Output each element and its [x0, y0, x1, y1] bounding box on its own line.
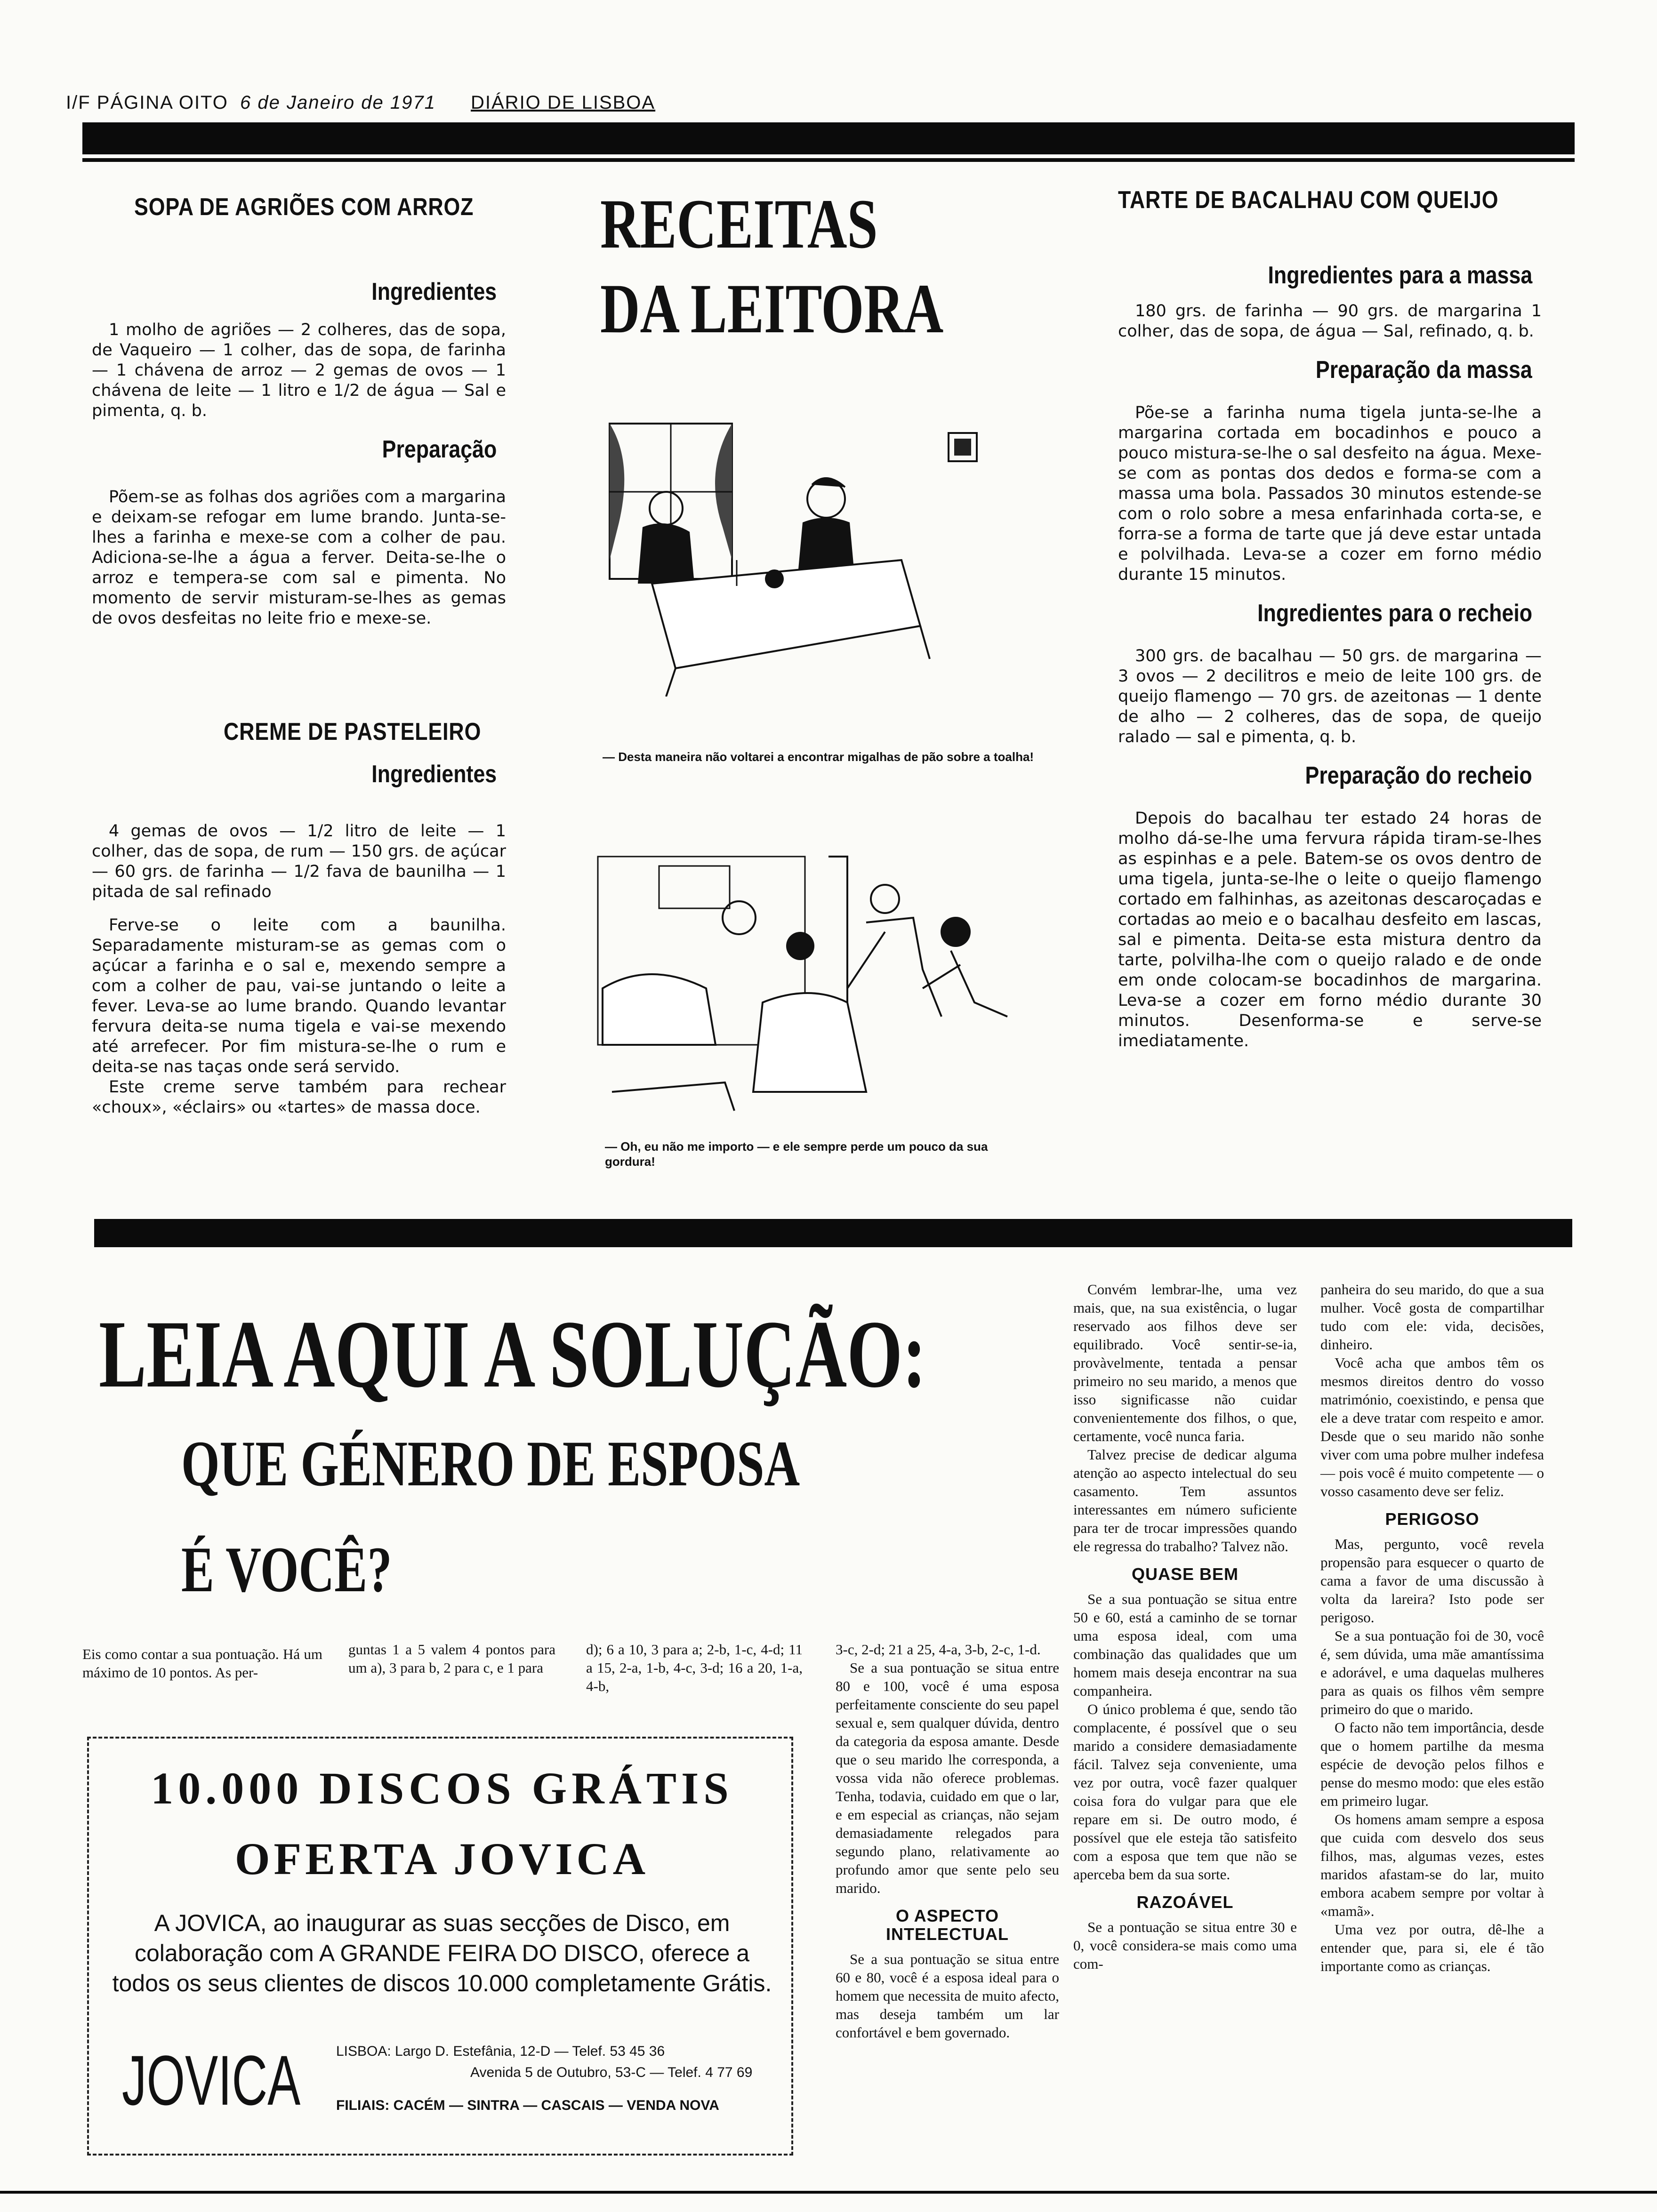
ingredients-heading: Ingredientes para a massa: [1268, 262, 1532, 289]
ad-address: Avenida 5 de Outubro, 53-C — Telef. 4 77 69: [470, 2065, 753, 2080]
filling-preparation-text: Depois do bacalhau ter estado 24 horas de molho dá-se-lhe uma fervura rápida tiram-se-lhes as espinhas e a pele. Batem-se os ovos dentro de uma tigela, junta-se-lhe o leite o queijo flamengo cortado em falhinhas, as azeitonas descaroçadas e cortadas ao meio e o bacalhau desfeito em lascas, sal e pimenta. Deita-se esta mistura dentro da tarte, polvilha-lhe com o queijo ralado e de onde em onde colocam-se bocadinhos de margarina. Leva-se a cozer em forno médio durante 30 minutos. Desenforma-se e serve-se imediatamente.: [1118, 809, 1542, 1050]
section-heading: QUASE BEM: [1131, 1564, 1239, 1584]
section-heading: O ASPECTO INTELECTUAL: [886, 1906, 1009, 1944]
recipe-tarte: [1118, 186, 1542, 1051]
header-bar-thin: [82, 158, 1575, 162]
cartoon-living-room: [584, 847, 1017, 1130]
recipe-sopa: [92, 193, 506, 629]
filling-ingredients-heading: Ingredientes para o recheio: [1257, 600, 1532, 627]
scoring-intro: Eis como contar a sua pontuação. Há um máximo de 10 pontos. As per-: [82, 1646, 322, 1681]
article-subheadline: QUE GÉNERO DE ESPOSA: [181, 1427, 800, 1499]
ad-branches: FILIAIS: CACÉM — SINTRA — CASCAIS — VENDA NOVA: [336, 2098, 719, 2113]
page-label: I/F PÁGINA OITO: [66, 92, 228, 113]
recipe-title: CREME DE PASTELEIRO: [224, 718, 482, 745]
article-subheadline: É VOCÊ?: [181, 1533, 392, 1605]
issue-date: 6 de Janeiro de 1971: [240, 92, 436, 113]
ingredients-heading: Ingredientes: [371, 278, 497, 305]
ad-brand: JOVICA: [122, 2041, 301, 2120]
bottom-rule: [0, 2191, 1657, 2194]
ingredients-text: 4 gemas de ovos — 1/2 litro de leite — 1 colher, das de sopa, de rum — 150 grs. de açúcar — 60 grs. de farinha — 1/2 fava de baunilha — 1 pitada de sal refinado: [92, 822, 506, 901]
ad-body: A JOVICA, ao inaugurar as suas secções de Disco, em colaboração com A GRANDE FEIRA DO DISCO, oferece a todos os seus clientes de discos 10.000 completamente Grátis.: [112, 1910, 772, 1996]
recipe-title: SOPA DE AGRIÕES COM ARROZ: [134, 193, 474, 221]
ingredients-heading: Ingredientes: [371, 761, 497, 788]
filling-ingredients-text: 300 grs. de bacalhau — 50 grs. de margarina — 3 ovos — 2 decilitros e meio de leite 100 grs. de queijo flamengo — 70 grs. de azeitonas — 1 dente de alho — 2 colheres, das de sopa, de queijo ralado — sal e pimenta, q. b.: [1118, 647, 1542, 746]
scoring-intro: d); 6 a 10, 3 para a; 2-b, 1-c, 4-d; 11 a 15, 2-a, 1-b, 4-c, 3-d; 16 a 20, 1-a, 4-b,: [586, 1641, 803, 1694]
advertisement-jovica: [87, 1737, 793, 2156]
article-column: Convém lembrar-lhe, uma vez mais, que, na sua existência, o lugar reservado aos filhos deve ser equilibrado. Você sentir-se-ia, provàvelmente, tentada a pensar primeiro no seu marido, a menos que isso significasse não cuidar convenientemente dos filhos, o que, certamente, você nunca faria. Talvez precise de dedicar alguma atenção ao aspecto intelectual do seu casamento. Tem assuntos interessantes em número suficiente para ter de trocar impressões quando ele regressa do trabalho? Talvez não. QUASE BEM Se a sua pontuação se situa entre 50 e 60, está a caminho de se tornar uma esposa ideal, com uma combinação das qualidades que um homem mais deseja encontrar na sua companheira. O único problema é que, sendo tão complacente, é possível que o seu marido a considere demasiadamente fácil. Talvez seja conveniente, uma vez por outra, você fazer qualquer coisa fora do vulgar para que ele repare em si. De outro modo, é possível que ele esteja tão satisfeito com a esposa que tem que não se aperceba bem da sua sorte. RAZOÁVEL Se a pontuação se situa entre 30 e 0, você considera-se mais como uma com-: [1073, 1281, 1297, 1972]
cartoon-living-room-drawing: [584, 847, 1017, 1130]
ad-headline: 10.000 DISCOS GRÁTIS: [151, 1763, 733, 1813]
section-heading: RAZOÁVEL: [1136, 1892, 1234, 1912]
cartoon-caption: — Oh, eu não me importo — e ele sempre perde um pouco da sua gordura!: [605, 1139, 988, 1169]
ad-offer: OFERTA JOVICA: [234, 1834, 650, 1884]
recipe-title: TARTE DE BACALHAU COM QUEIJO: [1118, 186, 1499, 214]
section-bar: [94, 1219, 1572, 1247]
preparation-text: Ferve-se o leite com a baunilha. Separadamente misturam-se as gemas com o açúcar a farinha e o sal e, mexendo sempre a com a colher de pau, vai-se juntando o leite a fever. Leva-se ao lume brando. Quando levantar fervura deita-se numa tigela e vai-se mexendo até arrefecer. Por fim mistura-se-lhe o rum e deita-se nas taças onde será servido. Este creme serve também para rechear «choux», «éclairs» ou «tartes» de massa doce.: [92, 916, 506, 1117]
section-title: DA LEITORA: [600, 270, 944, 348]
preparation-heading: Preparação da massa: [1316, 356, 1532, 384]
article-column: 3-c, 2-d; 21 a 25, 4-a, 3-b, 2-c, 1-d. Se a sua pontuação se situa entre 80 e 100, você é uma esposa perfeitamente consciente do seu papel sexual e, sem qualquer dúvida, dentro da categoria da esposa amante. Desde que o seu marido lhe corresponda, a vossa vida não oferece problemas. Tenha, todavia, cuidado em que o lar, e em especial as crianças, não sejam demasiadamente relegados para segundo plano, relativamente ao profundo amor que sente pelo seu marido. O ASPECTO INTELECTUAL Se a sua pontuação se situa entre 60 e 80, você é a esposa ideal para o homem que necessita de muito afecto, mas deseja também um lar confortável e bem governado.: [836, 1641, 1059, 2041]
article-headline: LEIA AQUI A SOLUÇÃO:: [99, 1301, 926, 1408]
ingredients-text: 180 grs. de farinha — 90 grs. de margarina 1 colher, das de sopa, de água — Sal, refinado, q. b.: [1118, 302, 1542, 341]
cartoon-dinner: [581, 405, 1014, 697]
header-bar: [82, 122, 1575, 154]
recipe-creme: [92, 718, 506, 1118]
newspaper-name: DIÁRIO DE LISBOA: [471, 92, 656, 113]
article-column: panheira do seu marido, do que a sua mulher. Você gosta de compartilhar tudo com ele: vida, decisões, dinheiro. Você acha que ambos têm os mesmos direitos dentro do vosso matrimónio, coexistindo, e pensa que ele a deve tratar com respeito e amor. Desde que o seu marido não sonhe viver com uma pobre mulher indefesa — pois você é muito competente — o vosso casamento deve ser feliz. PERIGOSO Mas, pergunto, você revela propensão para esquecer o quarto de cama a favor de uma discussão à volta da lareira? Isto pode ser perigoso. Se a sua pontuação foi de 30, você é, sem dúvida, uma mãe amantíssima e adorável, e uma daquelas mulheres para as quais os filhos vêm sempre primeiro do que o marido. O facto não tem importância, desde que o homem partilhe da mesma espécie de devoção pelos filhos e pense do mesmo modo: que eles estão em primeiro lugar. Os homens amam sempre a esposa que cuida com desvelo dos seus filhos, mas, algumas vezes, estes maridos afastam-se do lar, muito embora acabem sempre por voltar à «mamã». Uma vez por outra, dê-lhe a entender que, para si, ele é tão importante como as crianças.: [1320, 1281, 1544, 1974]
section-heading: PERIGOSO: [1385, 1509, 1480, 1529]
cartoon-dinner-drawing: [581, 405, 1014, 697]
preparation-text: Põe-se a farinha numa tigela junta-se-lhe a margarina cortada em bocadinhos e pouco a pouco mistura-se-lhe o sal desfeito na água. Mexe-se com as pontas dos dedos e forma-se com a massa uma bola. Passados 30 minutos estende-se com o rolo sobre a mesa enfarinhada corta-se, e forra-se a forma de tarte que já deve estar untada e polvilhada. Leva-se a cozer em forno médio durante 15 minutos.: [1118, 403, 1542, 584]
preparation-text: Põem-se as folhas dos agriões com a margarina e deixam-se refogar em lume brando. Junta-se-lhes a farinha e mexe-se com a colher de pau. Adiciona-se-lhe a água a ferver. Deita-se-lhe o arroz e tempera-se com sal e pimenta. No momento de servir misturam-se-lhes as gemas de ovos desfeitas no leite frio e mexe-se.: [92, 488, 506, 628]
preparation-heading: Preparação: [382, 436, 497, 463]
ingredients-text: 1 molho de agriões — 2 colheres, das de sopa, de Vaqueiro — 1 colher, das de sopa, de farinha — 1 chávena de arroz — 2 gemas de ovos — 1 chávena de leite — 1 litro e 1/2 de água — Sal e pimenta, q. b.: [92, 321, 506, 420]
section-title: RECEITAS: [600, 185, 878, 263]
cartoon-caption: — Desta maneira não voltarei a encontrar migalhas de pão sobre a toalha!: [603, 750, 1034, 764]
scoring-intro: guntas 1 a 5 valem 4 pontos para um a), 3 para b, 2 para c, e 1 para: [348, 1641, 555, 1676]
ad-address: LISBOA: Largo D. Estefânia, 12-D — Telef. 53 45 36: [336, 2044, 665, 2059]
filling-preparation-heading: Preparação do recheio: [1305, 762, 1532, 789]
